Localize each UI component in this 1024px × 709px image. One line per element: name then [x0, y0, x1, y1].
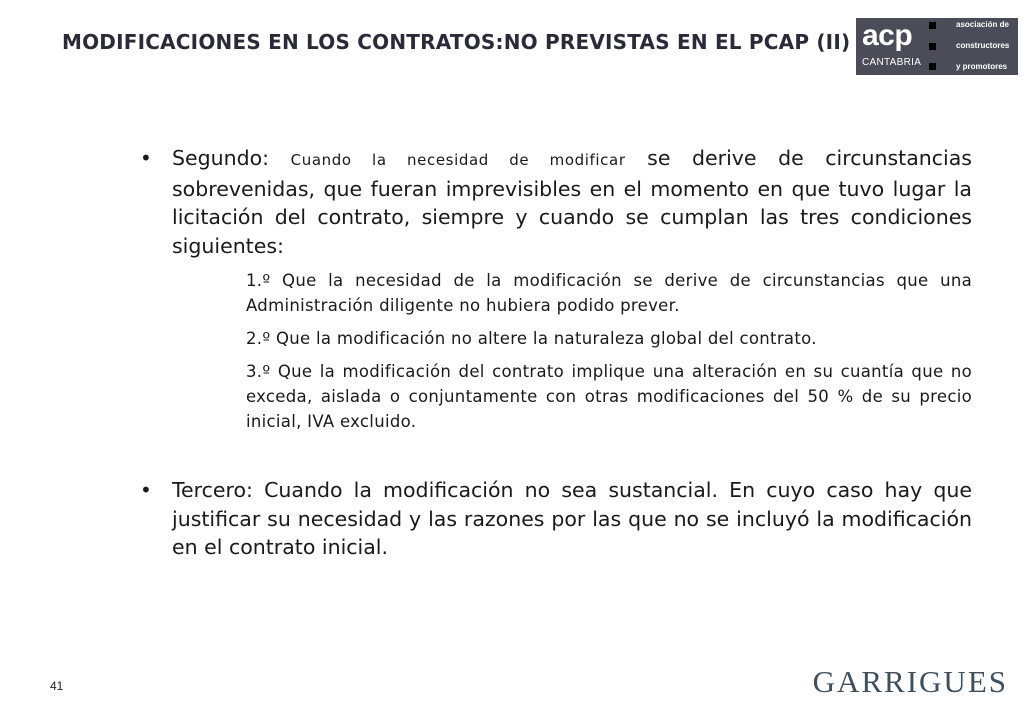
condition-item-1: 1.º Que la necesidad de la modificación se derive de circunstancias que una Administración diligente no hubiera podido prever. — [246, 271, 972, 315]
conditions-list — [246, 268, 972, 434]
logo-line-3: y promotores — [956, 62, 1008, 71]
bullet-rest-text: se derive de circunstancias sobrevenidas, que fueran imprevisibles en el momento en que tuvo lugar la licitación del contrato, siempre y cuando se cumplan las tres condiciones siguientes: — [172, 146, 972, 258]
logo-acp-text: acp — [862, 19, 913, 52]
bullet-list — [140, 144, 972, 562]
bullet-lead: Segundo: — [172, 146, 291, 170]
page-number: 41 — [50, 679, 64, 693]
condition-item-3: 3.º Que la modificación del contrato implique una alteración en su cuantía que no exceda, aislada o conjuntamente con otras modificaciones del 50 % de su precio inicial, IVA excluido. — [246, 362, 972, 431]
logo-square-icon — [929, 22, 936, 29]
bullet-icon: • — [140, 146, 152, 170]
logo-square-icon — [929, 43, 936, 50]
bullet-item-segundo — [140, 144, 972, 434]
slide-title: MODIFICACIONES EN LOS CONTRATOS:NO PREVISTAS EN EL PCAP (II) — [62, 30, 851, 54]
logo-line-2: constructores — [956, 41, 1010, 50]
bullet-small-text: Cuando la necesidad de modificar — [290, 151, 626, 169]
acp-cantabria-logo — [856, 18, 1018, 75]
logo-region-text: CANTABRIA — [862, 57, 922, 68]
bullet-text-tercero: Tercero: Cuando la modificación no sea sustancial. En cuyo caso hay que justificar su necesidad y las razones por las que no se incluyó la modificación en el contrato inicial. — [172, 478, 972, 559]
bullet-text-segundo — [172, 144, 972, 260]
logo-square-icon — [929, 63, 936, 70]
bullet-icon: • — [140, 478, 152, 502]
logo-line-1: asociación de — [956, 20, 1009, 29]
garrigues-logo: GARRIGUES — [812, 664, 1008, 699]
bullet-item-tercero — [140, 476, 972, 562]
condition-item-2: 2.º Que la modificación no altere la naturaleza global del contrato. — [246, 329, 817, 348]
